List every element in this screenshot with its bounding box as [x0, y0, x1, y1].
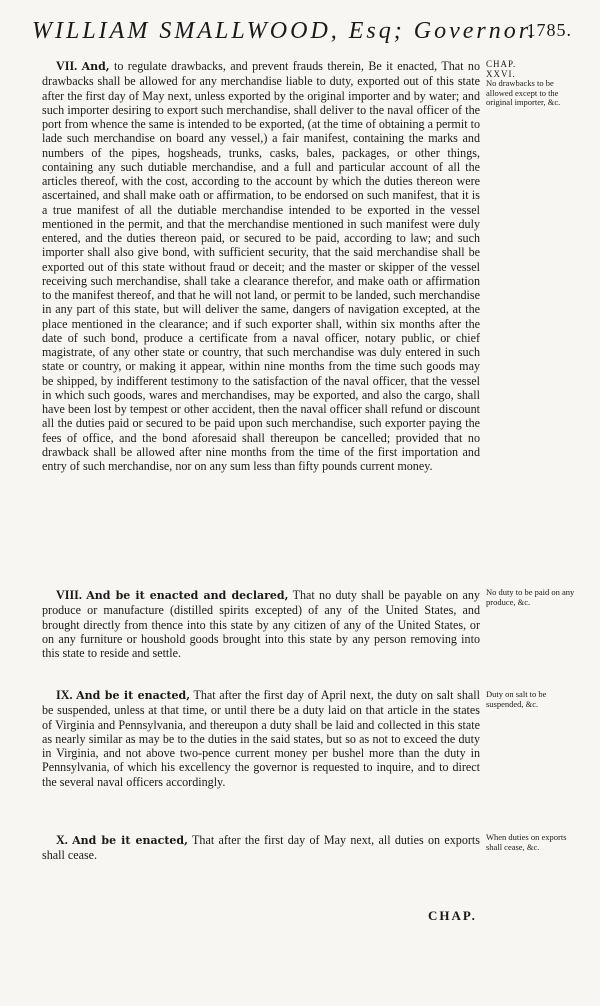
section-opening: And be it enacted and declared,	[86, 589, 289, 602]
section-text: That no duty shall be payable on any produce or manufacture (distilled spirits excepted) of any of the United States, and brought directly from thence into this state by any citizen of any of the United States, or on any furniture or houshold goods brought into this state by any person removing into this state to reside and settle.	[42, 588, 480, 660]
margin-note-text: No duty to be paid on any produce, &c.	[486, 587, 575, 607]
margin-note-text: Duty on salt to be suspended, &c.	[486, 689, 547, 709]
section-opening: And,	[81, 60, 110, 73]
chapter-label: CHAP.	[486, 59, 517, 69]
section-number: X.	[56, 833, 68, 847]
margin-note-viii	[486, 588, 576, 607]
chapter-number: XXVI.	[486, 68, 516, 79]
section-viii	[42, 588, 480, 660]
catchword: CHAP.	[428, 908, 477, 923]
margin-note-ix	[486, 690, 576, 709]
running-header	[32, 18, 572, 50]
margin-note-text: When duties on exports shall cease, &c.	[486, 832, 567, 852]
section-number: VIII.	[56, 588, 82, 602]
margin-note-vii	[486, 60, 576, 108]
section-text: to regulate drawbacks, and prevent frauds therein, Be it enacted, That no drawbacks shall be allowed for any merchandise liable to duty, exported out of this state after the first day of May next, unless exported by the original importer and by water; and such importer desiring to export such merchandise, shall deliver to the naval officer of the port from whence the same is intended to be exported, (at the time of obtaining a permit to lade such merchandise on board any vessel,) a fair manifest, containing the marks and numbers of the pipes, hogsheads, trunks, casks, bales, packages, or other things, containing any such dutiable merchandise, and a full and particular account of all the articles thereof, with the cost, according to the account by which the duties thereon were ascertained, and shall make oath or affirmation, to be endorsed on such manifest, that it is a true manifest of all the dutiable merchandise intended to be exported in the vessel mentioned in the permit, and that the merchandise mentioned in such manifest were duly entered, and the duties thereon paid, or secured to be paid, according to law; and such importer shall also give bond, with sufficient security, that the said merchandise shall be exported out of this state without fraud or deceit; and the master or skipper of the vessel receiving such merchandise, shall take a clearance therefor, and make oath or affirmation to the manifest thereof, and that he will not land, or permit to be landed, such merchandise in any part of this state, but will deliver the same, dangers of navigation excepted, at the place mentioned in the clearance; and if such exporter shall, within six months after the date of such bond, produce a certificate from a naval officer, notary public, or chief magistrate, of any other state or country, that such merchandise was duly entered in such state or country, or making it appear, within nine months from the time such goods may be shipped, by indifferent testimony to the satisfaction of the naval officer, that the vessel in which such goods, wares and merchandises, may be exported, and also the cargo, shall have been lost by tempest or other accident, then the naval officer shall refund or discount all the duties paid or secured to be paid upon such merchandise, such exporter paying the fees of office, and the bond aforesaid shall thereupon be cancelled; provided that no drawback shall be allowed after nine months from the time of the first importation and entry of such merchandise, nor on any sum less than fifty pounds current money.	[42, 59, 480, 473]
section-opening: And be it enacted,	[72, 834, 188, 847]
section-text: That after the first day of May next, all duties on exports shall cease.	[42, 833, 480, 863]
section-vii	[42, 59, 480, 473]
header-title: WILLIAM SMALLWOOD, Esq; Governor.	[32, 18, 538, 44]
page-folio: 1785.	[526, 20, 572, 40]
section-number: IX.	[56, 688, 73, 702]
section-text: That after the first day of April next, the duty on salt shall be suspended, unless at that time, or until there be a duty laid on that article in the states of Virginia and Pennsylvania, and thereupon a duty shall be laid and collected in this state as nearly similar as may be to the duties in the said states, but so as not to exceed the duty in Virginia, and not above two-pence current money per bushel more than the duty in Pennsylvania, of which his excellency the governor is requested to inquire, and to direct the several naval officers accordingly.	[42, 688, 480, 789]
section-number: VII.	[56, 59, 78, 73]
margin-note-x	[486, 833, 576, 852]
section-ix	[42, 688, 480, 789]
section-x	[42, 833, 480, 863]
section-opening: And be it enacted,	[76, 689, 191, 702]
margin-note-text: No drawbacks to be allowed except to the original importer, &c.	[486, 78, 561, 107]
